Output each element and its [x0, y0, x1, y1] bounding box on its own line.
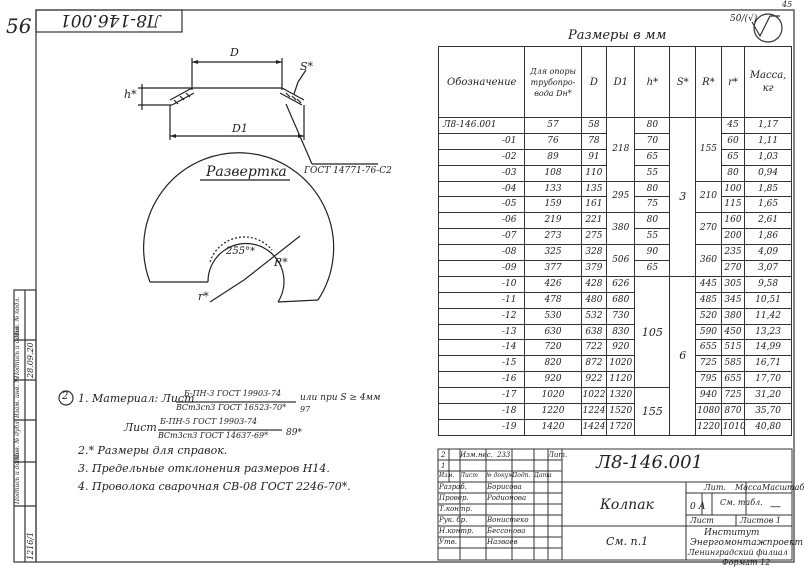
table-cell-m: 1,86	[745, 229, 792, 245]
table-row	[439, 245, 792, 261]
table-cell-D1: 626	[607, 276, 635, 292]
table-cell-D1: 1720	[607, 419, 635, 435]
title-block-name: Колпак	[600, 497, 654, 513]
table-cell-des: -10	[439, 276, 525, 292]
table-cell-m: 1,03	[745, 149, 792, 165]
table-cell-des: -02	[439, 149, 525, 165]
table-cell-D1: 1120	[607, 372, 635, 388]
table-cell-r: 100	[721, 181, 744, 197]
table-cell-R: 590	[696, 324, 722, 340]
table-cell-D: 638	[581, 324, 607, 340]
table-cell-r: 1010	[721, 419, 744, 435]
title-block-row-label: Подп.	[512, 472, 531, 479]
table-cell-h: 80	[635, 118, 670, 134]
title-block-row-label: № докум.	[486, 472, 515, 479]
table-cell-pipe: 920	[525, 372, 581, 388]
table-cell-D: 110	[581, 165, 607, 181]
table-cell-pipe: 219	[525, 213, 581, 229]
header-r-outer: R*	[696, 47, 722, 118]
header-designation: Обозначение	[439, 47, 525, 118]
note-1-ref2: 89*	[286, 428, 302, 438]
table-cell-R: 445	[696, 276, 722, 292]
table-cell-h: 105	[635, 276, 670, 387]
table-row	[439, 419, 792, 435]
title-block-lit-value: 0 А	[690, 502, 706, 512]
table-cell-m: 31,20	[745, 388, 792, 404]
table-cell-D1: 1520	[607, 404, 635, 420]
note-4: 4. Проволока сварочная СВ-08 ГОСТ 2246-70*.	[78, 480, 351, 493]
table-cell-h: 80	[635, 213, 670, 229]
surface-finish	[730, 14, 757, 24]
development-title: Развертка	[206, 164, 287, 180]
note-1-ref: 97	[300, 405, 311, 414]
table-cell-m: 35,70	[745, 404, 792, 420]
title-block-person: Родионова	[487, 494, 527, 502]
table-cell-D1: 506	[607, 245, 635, 277]
table-cell-m: 1,11	[745, 133, 792, 149]
table-cell-D: 58	[581, 118, 607, 134]
dim-gost-label: ГОСТ 14771-76-С2	[304, 166, 392, 176]
table-cell-des: -03	[439, 165, 525, 181]
table-cell-pipe: 89	[525, 149, 581, 165]
title-block-person: Вонистеко	[487, 516, 529, 524]
table-cell-pipe: 426	[525, 276, 581, 292]
inner-radius-label: r*	[198, 290, 209, 303]
table-cell-des: -19	[439, 419, 525, 435]
table-cell-D: 161	[581, 197, 607, 213]
table-cell-des: -08	[439, 245, 525, 261]
title-block-person: Бессонова	[487, 527, 526, 535]
table-cell-r: 725	[721, 388, 744, 404]
table-cell-R: 795	[696, 372, 722, 388]
table-cell-h: 55	[635, 165, 670, 181]
table-cell-m: 13,23	[745, 324, 792, 340]
title-block-org-2: Энергомонтажпроект	[690, 538, 804, 548]
table-cell-D: 221	[581, 213, 607, 229]
table-cell-r: 60	[721, 133, 744, 149]
table-cell-D1: 1020	[607, 356, 635, 372]
table-cell-pipe: 630	[525, 324, 581, 340]
table-cell-des: -13	[439, 324, 525, 340]
table-cell-m: 16,71	[745, 356, 792, 372]
table-cell-des: Л8-146.001	[439, 118, 525, 134]
table-cell-D: 275	[581, 229, 607, 245]
table-cell-r: 585	[721, 356, 744, 372]
title-block-rev-sheet: 1	[441, 462, 446, 470]
table-cell-des: -15	[439, 356, 525, 372]
table-cell-D1: 830	[607, 324, 635, 340]
table-cell-D: 480	[581, 292, 607, 308]
table-title: Размеры в мм	[568, 28, 667, 43]
table-cell-r: 380	[721, 308, 744, 324]
table-cell-D: 91	[581, 149, 607, 165]
note-1b: Лист	[124, 421, 157, 434]
table-cell-D1: 1320	[607, 388, 635, 404]
table-cell-R: 1080	[696, 404, 722, 420]
table-cell-s: 3	[670, 118, 696, 277]
table-row	[439, 181, 792, 197]
note-1a: 1. Материал: Лист	[78, 392, 195, 405]
cap-section-view	[138, 58, 378, 164]
table-cell-pipe: 273	[525, 229, 581, 245]
spec-table	[438, 46, 792, 436]
table-cell-D1: 380	[607, 213, 635, 245]
header-pipe: Для опоры трубопро-вода Dн*	[525, 47, 581, 118]
table-cell-R: 725	[696, 356, 722, 372]
table-cell-h: 75	[635, 197, 670, 213]
table-cell-des: -14	[439, 340, 525, 356]
table-cell-pipe: 1420	[525, 419, 581, 435]
table-cell-R: 270	[696, 213, 722, 245]
title-block-lit-label: Лит.	[704, 483, 726, 492]
note-circle-num: 2	[62, 391, 69, 402]
table-cell-D1: 680	[607, 292, 635, 308]
title-block-rev-lit: Лит.	[548, 451, 568, 459]
table-cell-m: 1,65	[745, 197, 792, 213]
title-block-role: Разраб.	[439, 483, 467, 491]
table-cell-D1: 730	[607, 308, 635, 324]
table-cell-m: 10,51	[745, 292, 792, 308]
table-cell-R: 520	[696, 308, 722, 324]
title-block-scale-label: Масштаб	[762, 483, 804, 492]
table-cell-r: 80	[721, 165, 744, 181]
table-row	[439, 308, 792, 324]
title-block-material: См. п.1	[606, 535, 649, 548]
table-cell-D1: 295	[607, 181, 635, 213]
table-cell-D1: 218	[607, 118, 635, 182]
page-number-right: 45	[782, 0, 793, 9]
side-stamp-value: 28.09.20	[26, 342, 35, 378]
table-cell-h: 155	[635, 388, 670, 436]
note-1-frac2-top: Б-ПН-5 ГОСТ 19903-74	[160, 417, 258, 426]
table-row	[439, 292, 792, 308]
table-cell-m: 11,42	[745, 308, 792, 324]
title-block-rev-doc: Изм.нес.	[460, 451, 493, 459]
table-cell-D: 135	[581, 181, 607, 197]
table-cell-r: 160	[721, 213, 744, 229]
table-cell-r: 235	[721, 245, 744, 261]
table-cell-m: 3,07	[745, 261, 792, 277]
note-1-frac1-top: Б-ПН-3 ГОСТ 19903-74	[184, 389, 282, 398]
table-cell-r: 65	[721, 149, 744, 165]
table-cell-des: -18	[439, 404, 525, 420]
stamp-code-rotated: Л8-146.001	[60, 10, 162, 30]
title-block-person: Борисова	[487, 483, 522, 491]
note-1-frac1-bot: ВСт3сп3 ГОСТ 16523-70*	[176, 403, 287, 412]
table-cell-pipe: 530	[525, 308, 581, 324]
table-cell-pipe: 325	[525, 245, 581, 261]
table-cell-s: 6	[670, 276, 696, 435]
title-block-role: Провер.	[439, 494, 469, 502]
note-3: 3. Предельные отклонения размеров Н14.	[78, 462, 330, 475]
note-2: 2.* Размеры для справок.	[78, 444, 228, 457]
outer-radius-label: R*	[274, 256, 288, 269]
table-cell-r: 450	[721, 324, 744, 340]
table-cell-h: 55	[635, 229, 670, 245]
table-cell-des: -12	[439, 308, 525, 324]
side-stamp-label: Подпись и дата	[14, 452, 21, 504]
table-cell-des: -04	[439, 181, 525, 197]
dim-d1-label: D1	[232, 122, 248, 135]
table-cell-pipe: 377	[525, 261, 581, 277]
title-block-role: Н.контр.	[439, 527, 474, 535]
table-cell-m: 1,85	[745, 181, 792, 197]
table-cell-r: 305	[721, 276, 744, 292]
table-cell-h: 65	[635, 149, 670, 165]
title-block-sheets-label: Листов 1	[740, 516, 781, 525]
table-cell-D: 922	[581, 372, 607, 388]
angle-label: 255°*	[226, 246, 256, 257]
title-block-row-label: Дата	[534, 472, 552, 479]
table-cell-pipe: 57	[525, 118, 581, 134]
table-row	[439, 324, 792, 340]
table-cell-m: 9,58	[745, 276, 792, 292]
table-cell-pipe: 1020	[525, 388, 581, 404]
table-cell-R: 210	[696, 181, 722, 213]
table-cell-pipe: 159	[525, 197, 581, 213]
table-cell-D: 379	[581, 261, 607, 277]
table-cell-R: 940	[696, 388, 722, 404]
table-cell-r: 200	[721, 229, 744, 245]
table-cell-r: 515	[721, 340, 744, 356]
table-cell-r: 345	[721, 292, 744, 308]
header-r-inner: r*	[721, 47, 744, 118]
title-block-org-3: Ленинградский филиал	[688, 548, 788, 557]
side-stamp-label: Подпись и дата	[14, 326, 21, 378]
title-block-rev-no: 233	[497, 451, 511, 459]
title-block-role: Рук. бр.	[439, 516, 468, 524]
table-row	[439, 340, 792, 356]
table-row	[439, 213, 792, 229]
table-cell-r: 115	[721, 197, 744, 213]
title-block-mass-label: Масса	[735, 483, 762, 492]
table-row	[439, 276, 792, 292]
table-cell-D: 872	[581, 356, 607, 372]
table-cell-pipe: 720	[525, 340, 581, 356]
table-cell-r: 870	[721, 404, 744, 420]
side-stamp-label: Инв. № подл.	[14, 296, 21, 338]
table-cell-pipe: 108	[525, 165, 581, 181]
table-cell-des: -16	[439, 372, 525, 388]
table-cell-h: 65	[635, 261, 670, 277]
table-cell-des: -01	[439, 133, 525, 149]
surface-finish-value: 50/(√)	[730, 14, 758, 24]
table-cell-D: 1224	[581, 404, 607, 420]
table-cell-R: 155	[696, 118, 722, 182]
note-1-mid: или при S ≥ 4мм	[300, 393, 381, 403]
table-cell-pipe: 1220	[525, 404, 581, 420]
table-header-row	[439, 47, 792, 118]
table-cell-D: 532	[581, 308, 607, 324]
title-block-format: Формат 12	[722, 558, 771, 567]
table-cell-r: 45	[721, 118, 744, 134]
table-cell-m: 1,17	[745, 118, 792, 134]
title-block-scale-value: —	[770, 500, 781, 513]
table-cell-m: 40,80	[745, 419, 792, 435]
table-cell-des: -17	[439, 388, 525, 404]
table-cell-r: 655	[721, 372, 744, 388]
table-row	[439, 404, 792, 420]
table-row	[439, 356, 792, 372]
table-cell-R: 360	[696, 245, 722, 277]
title-block-role: Утв.	[439, 538, 457, 546]
spec-table-body	[439, 118, 792, 436]
side-stamp-value: 1216/1	[26, 531, 35, 560]
table-cell-m: 17,70	[745, 372, 792, 388]
page-number-left: 56	[6, 14, 32, 38]
table-cell-m: 4,09	[745, 245, 792, 261]
table-cell-pipe: 133	[525, 181, 581, 197]
table-row	[439, 388, 792, 404]
table-cell-des: -09	[439, 261, 525, 277]
table-cell-h: 80	[635, 181, 670, 197]
table-cell-des: -07	[439, 229, 525, 245]
title-block-row-label: Изм.	[439, 472, 455, 479]
header-d: D	[581, 47, 607, 118]
table-cell-pipe: 820	[525, 356, 581, 372]
title-block-org-1: Институт	[704, 528, 760, 538]
dim-h-label: h*	[124, 88, 137, 101]
dim-d-label: D	[230, 46, 239, 59]
table-cell-des: -11	[439, 292, 525, 308]
table-row	[439, 372, 792, 388]
header-d1: D1	[607, 47, 635, 118]
table-cell-D1: 920	[607, 340, 635, 356]
table-cell-pipe: 76	[525, 133, 581, 149]
table-cell-h: 90	[635, 245, 670, 261]
table-cell-R: 485	[696, 292, 722, 308]
title-block-row-label: Лист	[460, 472, 478, 479]
table-cell-h: 70	[635, 133, 670, 149]
note-1-frac2-bot: ВСт3сп3 ГОСТ 14637-69*	[158, 431, 269, 440]
header-s: S*	[670, 47, 696, 118]
table-row	[439, 118, 792, 134]
table-cell-R: 655	[696, 340, 722, 356]
table-cell-D: 722	[581, 340, 607, 356]
side-stamp-label: Взам. инв. №	[14, 377, 21, 418]
side-stamp-label: Инв. № дубл.	[14, 419, 21, 460]
table-cell-D: 1022	[581, 388, 607, 404]
header-h: h*	[635, 47, 670, 118]
table-cell-m: 2,61	[745, 213, 792, 229]
title-block-person: Назваев	[487, 538, 518, 546]
table-cell-D: 78	[581, 133, 607, 149]
title-block-mass-value: См. табл.	[720, 498, 763, 507]
header-mass: Масса, кг	[745, 47, 792, 118]
title-block-sheet-label: Лист	[690, 516, 714, 525]
table-cell-D: 328	[581, 245, 607, 261]
title-block-code: Л8-146.001	[596, 452, 703, 473]
table-cell-r: 270	[721, 261, 744, 277]
table-cell-pipe: 478	[525, 292, 581, 308]
table-cell-des: -05	[439, 197, 525, 213]
table-cell-D: 1424	[581, 419, 607, 435]
title-block-role: Т.контр.	[439, 505, 473, 513]
title-block-rev-num: 2	[441, 451, 446, 459]
table-cell-m: 0,94	[745, 165, 792, 181]
table-cell-m: 14,99	[745, 340, 792, 356]
table-cell-D: 428	[581, 276, 607, 292]
table-cell-R: 1220	[696, 419, 722, 435]
dim-s-label: S*	[300, 60, 314, 73]
table-cell-des: -06	[439, 213, 525, 229]
